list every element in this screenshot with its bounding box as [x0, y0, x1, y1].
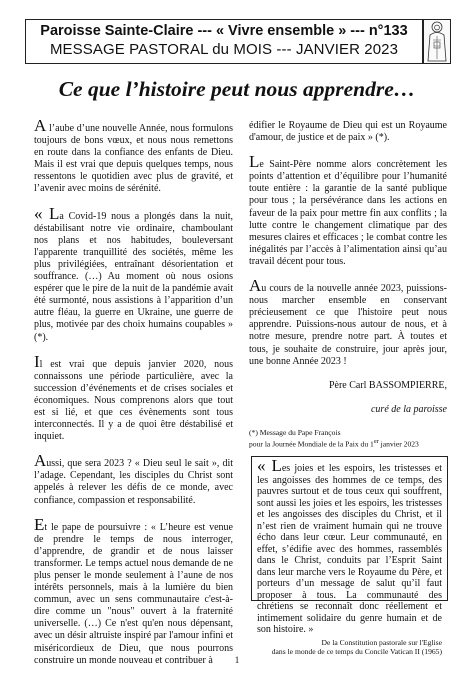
quote-text: [257, 456, 442, 636]
footnote-superscript: er: [373, 438, 379, 446]
drop-cap: « L: [257, 456, 282, 475]
paragraph-pope: [34, 514, 233, 667]
quote-source: [257, 638, 442, 656]
drop-cap: I: [34, 351, 40, 371]
paragraph-2023: [34, 451, 233, 506]
drop-cap: E: [34, 514, 45, 534]
drop-cap: A: [34, 116, 47, 135]
drop-cap: A: [249, 276, 262, 296]
saint-clare-illustration: [423, 19, 451, 64]
page-title: Ce que l’histoire peut nous apprendre…: [58, 77, 416, 101]
paragraph-intro: [34, 116, 233, 196]
paragraph-text: a Covid-19 nous a plongés dans la nuit, déstabilisant notre vie ordinaire, chamboulant nos plans et nos habitudes, bouleversant l'apparente tranquillité des sociétés, même les plus privilégiées, entraînant désorientation et souffrance. (…) Au moment où nous osions espérer que le pire de la nuit de la pandémie avait été surmonté, nous assistions à l’apparition d’un autre fléau, la guerre en Ukraine, une guerre de plus, motivée par des choix humains coupables » (*).: [34, 210, 233, 343]
pastoral-message-title: MESSAGE PASTORAL du MOIS --- JANVIER 2023: [49, 41, 399, 58]
paragraph-wishes: [249, 276, 447, 368]
parish-newsletter-title: Paroisse Sainte-Claire --- « Vivre ensemble » --- n°133: [40, 23, 408, 39]
saint-figure-icon: [424, 20, 450, 63]
quote-body: es joies et les espoirs, les tristesses et les angoisses des hommes de ce temps, des pauvres surtout et de tous ceux qui souffrent, sont aussi les joies et les espoirs, les tristesses et les angoisses des disciples du Christ, et il n’est rien de vraiment humain qui ne trouve écho dans leur cœur. Leur communauté, en effet, s’édifie avec des hommes, rassemblés dans le Christ, conduits par l’Esprit Saint dans leur marche vers le Royaume du Père, et porteurs d’un message de salut qu’il faut proposer à tous. La communauté des chrétiens se reconnaît donc réellement et intimement solidaire du genre humain et de son histoire. »: [257, 463, 442, 635]
drop-cap: « L: [34, 203, 60, 223]
paragraph-covid: [34, 203, 233, 344]
signature-name: Père Carl BASSOMPIERRE,: [328, 379, 447, 391]
right-column: [249, 120, 447, 461]
page-number: 1: [234, 655, 240, 665]
quote-source-line2: dans le monde de ce temps du Concile Vatican II (1965): [271, 646, 442, 656]
paragraph-crises: [34, 351, 233, 444]
quote-source-line1: De la Constitution pastorale sur l'Eglise: [321, 637, 442, 647]
footnote-line2-end: janvier 2023: [378, 439, 419, 449]
paragraph-text: l’aube d’une nouvelle Année, nous formulons toujours de bons vœux, et nous nous remettons en route dans la confiance des enfants de Dieu. Mais il est vrai que depuis quelques temps, nous ressentons le quotidien avec plus de gravité, et l’avenir avec moins de sérénité.: [34, 123, 233, 195]
footnote: [249, 428, 447, 450]
paragraph-text: e Saint-Père nomme alors concrètement les points d’attention et d’équilibre pour l’humanité toute entière : la garantie de la santé publique pour tous ; la persévérance dans les actions en faveur de la paix pour mettre fin aux conflits ; la lutte contre le changement climatique par des mesures claires et efficaces ; le combat contre les inégalités par l’accès à l’alimentation ainsi qu’au travail décent pour tous.: [249, 159, 447, 267]
header-box: [25, 19, 423, 64]
footnote-line2: pour la Journée Mondiale de la Paix du 1: [249, 439, 374, 449]
left-column: [34, 116, 233, 679]
paragraph-continuation: [249, 120, 447, 144]
drop-cap: A: [34, 451, 47, 471]
paragraph-text: u cours de la nouvelle année 2023, puissions-nous marcher ensemble en conservant précieusement ce que l'histoire peut nous apprendre. Puissions-nous autour de nous, et à notre mesure, prendre notre part. À toutes et tous, je souhaite de construire, jour après jour, une bonne Année 2023 !: [249, 283, 447, 367]
signature-role: curé de la paroisse: [370, 403, 447, 415]
footnote-line1: (*) Message du Pape François: [249, 427, 341, 437]
drop-cap: L: [249, 152, 260, 172]
paragraph-text: l est vrai que depuis janvier 2020, nous connaissons une période particulière, avec la succession d’événements et de crises sociales et économiques. Nous comprenons alors que tout est si lié, et que ces évènements sont tous interconnectés. Il y a de quoi être déstabilisé et inquiet.: [34, 358, 233, 443]
quote-box: [251, 456, 448, 656]
paragraph-text: t le pape de poursuivre : « L’heure est venue de prendre le temps de nous interroger, d’apprendre, de grandir et de nous laisser transformer. Le temps actuel nous demande de ne plus penser le monde seulement à l’aune de nos intérêts personnels, mais à la lumière du bien commun, avec un sens communautaire c'est-à-dire comme un "nous" ouvert à la fraternité universelle. (…) Ce n'est qu'en nous dépensant, avec un désir altruiste inspiré par l'amour infini et miséricordieux de Dieu, que nous pourrons construire un monde nouveau et contribuer à: [34, 521, 233, 666]
paragraph-text: édifier le Royaume de Dieu qui est un Royaume d'amour, de justice et de paix » (*).: [249, 120, 447, 144]
paragraph-text: ussi, que sera 2023 ? « Dieu seul le sait », dit l’adage. Cependant, les disciples du Christ sont appelés à relever les défis de ce monde, avec confiance, compassion et responsabilité.: [34, 458, 233, 506]
paragraph-holy-father: [249, 152, 447, 268]
